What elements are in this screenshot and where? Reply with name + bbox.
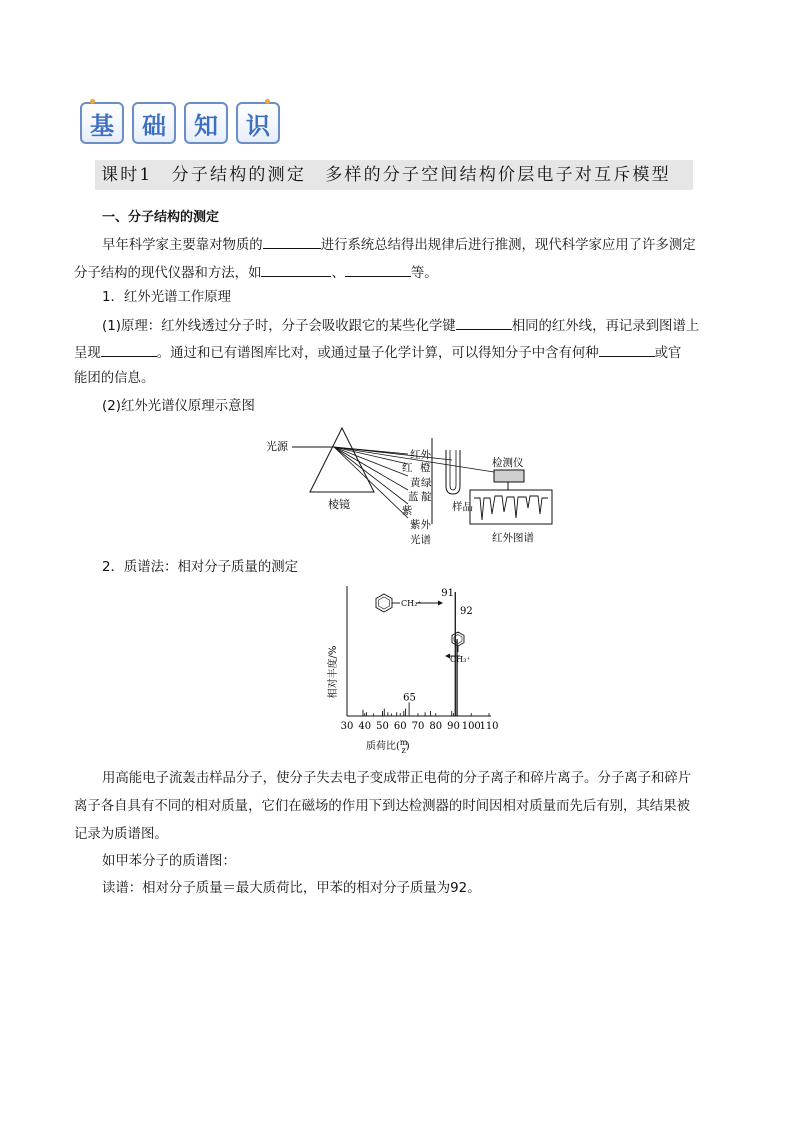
arrowhead-icon	[438, 601, 443, 606]
fill-blank	[599, 342, 655, 357]
x-label-suffix: )	[405, 741, 410, 752]
banner-char: 知	[194, 110, 218, 140]
detector-icon	[494, 470, 524, 482]
fill-blank	[261, 262, 331, 277]
banner-char: 础	[142, 110, 166, 140]
sample-label-text: 样品	[452, 501, 473, 513]
color-label: 蓝	[408, 491, 419, 503]
paragraph-line: 读谱：相对分子质量＝最大质荷比，甲苯的相对分子质量为92。	[102, 881, 481, 896]
text: 或官	[654, 346, 682, 361]
item-title: 2．质谱法：相对分子质量的测定	[102, 560, 298, 575]
text: 呈现	[74, 346, 101, 361]
color-label: 靛	[421, 491, 432, 503]
text: (1)原理：红外线透过分子时，分子会吸收跟它的某些化学键	[102, 319, 456, 334]
banner-char: 识	[246, 110, 270, 140]
sample-cell-inner	[450, 450, 456, 490]
light-source-label: 光源	[266, 440, 288, 453]
decor-dot-icon	[265, 99, 270, 104]
peak-label: 92	[460, 606, 473, 617]
paragraph-line: 记录为质谱图。	[74, 827, 168, 842]
paragraph-line: 用高能电子流轰击样品分子，使分子失去电子变成带正电荷的分子离子和碎片离子。分子离子和碎片	[102, 771, 692, 786]
section-heading: 一、分子结构的测定	[102, 210, 220, 225]
x-tick-label: 40	[358, 721, 372, 732]
x-tick-label: 70	[411, 721, 425, 732]
text: 进行系统总结得出规律后进行推测，现代科学家应用了许多测定	[320, 238, 696, 253]
x-tick-label: 110	[479, 721, 499, 732]
ir-spectrometer-diagram	[262, 424, 558, 548]
x-tick-label: 80	[429, 721, 443, 732]
x-label-prefix: 质荷比(	[366, 741, 400, 752]
text: 相同的红外线，再记录到图谱上	[511, 319, 700, 334]
color-label: 红	[402, 462, 413, 474]
paragraph-line: 能团的信息。	[74, 371, 155, 386]
diagram-title: (2)红外光谱仪原理示意图	[102, 399, 255, 414]
text: 、	[331, 266, 345, 281]
color-label: 绿	[421, 477, 432, 489]
color-label: 红外	[410, 449, 431, 461]
fill-blank	[101, 342, 157, 357]
chart-x-label	[366, 738, 410, 755]
paragraph-line	[74, 262, 438, 284]
lesson-title: 课时1 分子结构的测定 多样的分子空间结构价层电子对互斥模型	[95, 160, 693, 190]
fill-blank	[263, 234, 321, 249]
banner-tile	[80, 102, 124, 144]
spectrum-label: 光谱	[410, 534, 431, 546]
x-label-denominator: z	[401, 746, 406, 755]
banner-char: 基	[90, 110, 114, 140]
color-label: 黄	[410, 477, 421, 489]
detector-label: 检测仪	[492, 457, 524, 469]
sample-cell-icon	[446, 450, 460, 494]
arrowhead-icon	[445, 654, 450, 659]
fill-blank	[345, 262, 411, 277]
x-tick-label: 30	[340, 721, 354, 732]
banner-tile	[132, 102, 176, 144]
benzene-inner-ring	[379, 597, 390, 609]
mass-spectrum-chart	[316, 582, 499, 758]
paragraph-line	[102, 315, 699, 337]
peak-label: 91	[441, 588, 455, 599]
banner-tile	[184, 102, 228, 144]
text: 分子结构的现代仪器和方法，如	[74, 266, 262, 281]
x-tick-label: 50	[376, 721, 389, 732]
item-title: 1．红外光谱工作原理	[102, 290, 232, 305]
x-tick-label: 100	[461, 721, 481, 732]
x-tick-label: 60	[393, 721, 407, 732]
paragraph-line: 如甲苯分子的质谱图：	[102, 854, 236, 869]
ir-spectrum-label: 红外图谱	[492, 532, 534, 544]
text: 等。	[410, 266, 438, 281]
paragraph-line: 离子各自具有不同的相对质量，它们在磁场的作用下到达检测器的时间因相对质量而先后有别，其结果被	[74, 799, 690, 814]
ir-spectrum-curve	[474, 496, 548, 520]
color-label: 紫外	[410, 519, 431, 531]
ion-label-methyl: CH₃⁺	[450, 655, 471, 664]
paragraph-line	[74, 342, 681, 364]
paragraph-line	[102, 234, 696, 256]
color-label: 紫	[402, 505, 413, 517]
chart-y-label: 相对丰度/%	[328, 645, 339, 699]
color-label: 橙	[420, 462, 431, 474]
text: 。通过和已有谱图库比对，或通过量子化学计算，可以得知分子中含有何种	[156, 346, 599, 361]
text: 早年科学家主要靠对物质的	[102, 238, 263, 253]
decor-dot-icon	[90, 99, 95, 104]
x-tick-label: 90	[447, 721, 460, 732]
peak-label: 65	[403, 692, 416, 704]
prism-label: 棱镜	[328, 498, 350, 511]
x-label-numerator: m	[399, 738, 408, 747]
prism-icon	[310, 428, 374, 492]
ion-label-benzyl: CH₂⁺	[401, 599, 422, 608]
banner-tile	[236, 102, 280, 144]
fill-blank	[456, 315, 512, 330]
section-banner	[80, 102, 280, 144]
